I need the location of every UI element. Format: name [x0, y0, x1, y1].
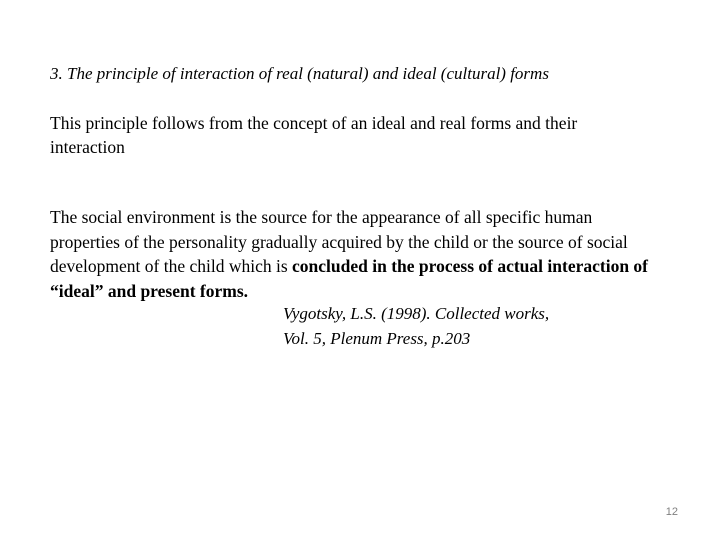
page-number: 12 — [665, 506, 678, 518]
citation — [283, 301, 683, 351]
quote-paragraph — [50, 205, 660, 303]
citation-line-2: Vol. 5, Plenum Press, p.203 — [283, 329, 471, 348]
citation-line-1: Vygotsky, L.S. (1998). Collected works, — [283, 304, 550, 323]
slide-heading: 3. The principle of interaction of real (natural) and ideal (cultural) forms — [50, 64, 549, 83]
quote-text: The social environment is the source for the appearance of all specific human properties of the personality gradually acquired by the child or the source of social development of the child which is — [50, 207, 628, 276]
quote-emphasis: concluded in the process of actual interaction of “ideal” and present forms. — [50, 256, 649, 301]
intro-paragraph: This principle follows from the concept of an ideal and real forms and their interaction — [50, 113, 578, 157]
